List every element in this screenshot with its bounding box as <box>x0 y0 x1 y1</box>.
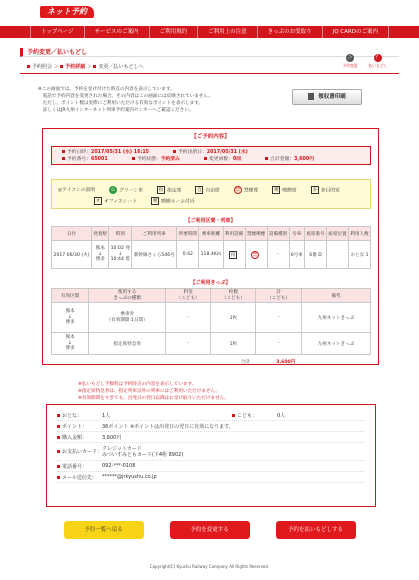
breadcrumb-step2: 予約詳細 <box>65 64 86 70</box>
info-value: 1人 <box>102 412 111 419</box>
bullet-icon <box>57 465 60 468</box>
receipt-print-label: 領収書印刷 <box>318 94 346 100</box>
bullet-icon <box>57 414 60 417</box>
cell-stations: 熊本 ↓ 博多 <box>92 241 109 269</box>
notice-line: ※この画面では、予約を受け付けた時点の内容を表示しています。 <box>38 87 175 92</box>
nav-item-terms[interactable]: ご利用規約 <box>150 26 199 38</box>
cell-count: 1枚 <box>211 303 256 333</box>
cell-subtotal: - <box>256 333 301 355</box>
bullet-icon <box>27 65 30 68</box>
info-label: 電話番号： <box>62 463 88 470</box>
step-icons <box>339 54 389 68</box>
printer-icon <box>308 93 314 100</box>
total-spacer <box>301 355 370 369</box>
legend-item-multipurpose <box>311 186 340 194</box>
col-facility-type: 設備種別 <box>267 227 289 241</box>
cell-distance: 118.4Km <box>199 241 223 269</box>
info-value: 092-***-0108 <box>102 463 136 469</box>
cell-ticket-type: 指定席特急券 <box>89 333 166 355</box>
col-stations: 発着駅 <box>92 227 109 241</box>
col-passengers: 利用人数 <box>348 227 370 241</box>
smoking-room-icon: 喫 <box>152 198 158 204</box>
cell-facility <box>223 241 245 269</box>
note-line: ※有効期間をすぎても、出発日の翌日以降はお受け取りいただけません。 <box>78 396 230 401</box>
col-train: ご利用列車 <box>132 227 177 241</box>
summary-label: 予約日時： <box>67 150 91 155</box>
table-header-row <box>52 289 371 303</box>
table-row <box>52 303 371 333</box>
bullet-icon <box>57 476 60 479</box>
change-reservation-button[interactable]: 予約を変更する <box>170 521 250 539</box>
note-line: ※払いもどし手数料は予約時点の内容を表示しています。 <box>78 382 197 387</box>
customer-info-box <box>46 404 376 507</box>
cell-ticket-type: 乗車券 （有効期間:1日間） <box>89 303 166 333</box>
cell-passengers: おとな 1 <box>348 241 370 269</box>
info-label: こども： <box>237 412 258 419</box>
cell-remarks: 九州ネットきっぷ <box>301 303 370 333</box>
reservation-summary <box>51 146 371 165</box>
footer-copyright: Copyright(C) Kyushu Railway Company All Rights Reserved. <box>149 564 270 569</box>
legend-label: オフィスシート <box>104 199 138 204</box>
no-smoking-icon: 禁 <box>252 252 258 258</box>
bullet-icon <box>132 157 135 160</box>
bullet-icon <box>204 157 207 160</box>
summary-value: 65001 <box>91 157 108 162</box>
table-row <box>52 241 371 269</box>
receipt-print-button[interactable] <box>292 89 362 105</box>
arrow-icon: ＞ <box>346 54 353 61</box>
col-fare: 料金 （こども） <box>166 289 211 303</box>
breadcrumb-step1: 予約照会 <box>32 64 53 70</box>
col-seat-position: 座席位置 <box>327 227 349 241</box>
bullet-icon <box>57 450 60 453</box>
summary-row <box>62 149 360 156</box>
legend-item-smoking <box>272 186 296 194</box>
summary-item <box>265 156 314 163</box>
legend-item-smokingroom <box>151 197 195 205</box>
legend-item-reserved <box>157 186 181 194</box>
bullet-icon <box>93 65 96 68</box>
step-change-label: 予約変更 <box>342 63 358 68</box>
nav-item-jqcard[interactable]: JQ CARDのご案内 <box>323 26 389 38</box>
question-icon: ？ <box>374 54 381 61</box>
ticket-table <box>51 288 371 369</box>
bullet-icon <box>232 414 235 417</box>
summary-label: 予約状態： <box>136 157 161 162</box>
info-label: お支払いカード： <box>62 449 103 455</box>
cell-train: 新幹線さくら546号 <box>132 241 177 269</box>
notice-text <box>38 86 213 114</box>
nav-item-pickup[interactable]: きっぷのお受取り <box>258 26 323 38</box>
reservation-detail-box <box>42 128 379 365</box>
notes <box>78 381 229 402</box>
back-to-list-button[interactable]: 予約一覧へ戻る <box>64 521 144 539</box>
col-facility: 利用設備 <box>223 227 245 241</box>
legend-row <box>58 195 364 206</box>
table-header-row <box>52 227 371 241</box>
summary-item <box>62 149 149 156</box>
legend-label: 多目的室 <box>320 188 340 193</box>
icon-legend <box>51 179 371 209</box>
legend-label: 喫煙席 <box>282 188 297 193</box>
cell-fare: - <box>166 333 211 355</box>
bullet-icon <box>60 65 63 68</box>
info-label: おとな： <box>62 412 83 419</box>
cell-valid-section: 熊本 ↓ 博多 <box>52 333 89 355</box>
summary-value: 2017/05/31 (水) 16:15 <box>91 150 149 155</box>
table-row <box>52 333 371 355</box>
info-row-amount <box>57 432 365 443</box>
legend-label: 指定席 <box>167 188 182 193</box>
bullet-icon <box>57 425 60 428</box>
summary-value: 0回 <box>232 157 242 162</box>
step-change <box>339 54 361 68</box>
smoking-icon: 喫 <box>274 187 279 193</box>
col-valid-section: 有効区間 <box>52 289 89 303</box>
info-label: 購入金額： <box>62 434 88 441</box>
info-row-phone <box>57 461 365 472</box>
cell-date: 2017 06/30 (火) <box>52 241 92 269</box>
info-label: メール送信先： <box>62 474 97 481</box>
info-value: ******@jrkyushu.co.jp <box>102 474 157 480</box>
note-line: ※指定席特急券は、指定列車以外の列車にはご利用いただけません。 <box>78 389 220 394</box>
bullet-icon <box>62 150 65 153</box>
train-section-title: 【ご利用区間・列車】 <box>185 218 236 224</box>
summary-item <box>173 149 248 156</box>
nav-item-caution[interactable]: ご利用上の注意 <box>198 26 258 38</box>
legend-item-nonsmoking <box>234 186 258 194</box>
site-logo[interactable]: ネット予約 <box>40 6 94 18</box>
cell-valid-section: 熊本 ↓ 博多 <box>52 303 89 333</box>
bullet-icon <box>173 150 176 153</box>
bullet-icon <box>265 157 268 160</box>
summary-value: 2017/05/31 (水) <box>206 150 248 155</box>
col-seat: 座席番号 <box>305 227 327 241</box>
summary-item <box>204 156 241 163</box>
col-smoking: 禁煙喫煙 <box>245 227 267 241</box>
summary-label: 予約決済日： <box>178 150 207 155</box>
nav-item-top[interactable]: トップページ <box>30 26 85 38</box>
col-ticket-type: 使用する きっぷの種類 <box>89 289 166 303</box>
summary-label: 変更回数： <box>208 157 233 162</box>
legend-label: 喫煙ルーム付近 <box>161 199 195 204</box>
col-count: 枚数 （こども） <box>211 289 256 303</box>
total-value: 3,600円 <box>276 359 296 365</box>
info-value: 0人 <box>277 412 286 419</box>
train-table <box>51 226 371 269</box>
page-title: 予約変更／払いもどし <box>20 48 399 57</box>
step-refund-label: 払いもどし <box>368 63 388 68</box>
ticket-section-title: 【ご利用きっぷ】 <box>190 280 231 286</box>
multipurpose-room-icon: 多 <box>312 187 317 193</box>
cell-remarks: 九州ネットきっぷ <box>301 333 370 355</box>
cell-seat: 6番 D <box>305 241 327 269</box>
total-label: 合計 <box>240 359 250 365</box>
nav-item-service[interactable]: サービスのご案内 <box>85 26 150 38</box>
detail-title: 【ご予約内容】 <box>191 134 230 140</box>
info-row-email <box>57 472 365 483</box>
main-nav <box>0 26 419 38</box>
info-row-points <box>57 421 365 432</box>
bullet-icon <box>62 157 65 160</box>
cell-facility-type: - <box>267 241 289 269</box>
cell-subtotal: - <box>256 303 301 333</box>
legend-label: 自由席 <box>205 188 220 193</box>
summary-item <box>62 156 108 163</box>
action-buttons <box>0 521 419 539</box>
info-value: クレジットカード みついすみともカード(下4桁 8902) <box>102 445 184 458</box>
cell-fare: - <box>166 303 211 333</box>
col-distance: 乗車距離 <box>199 227 223 241</box>
free-seat-icon: 自 <box>197 187 202 193</box>
summary-value: 予約済み <box>160 157 180 162</box>
breadcrumb-sep: ＞ <box>53 64 59 70</box>
notice-line: 電話で予約内容を変更された場合、その内容はこの画面には反映されていません。 <box>38 94 213 99</box>
bullet-icon <box>57 436 60 439</box>
summary-item <box>132 156 180 163</box>
col-subtotal: 計 （こども） <box>256 289 301 303</box>
col-date: 日付 <box>52 227 92 241</box>
summary-value: 3,600円 <box>294 157 315 162</box>
info-label: ポイント： <box>62 423 88 430</box>
no-smoking-icon: 禁 <box>235 187 241 193</box>
divider <box>20 73 399 74</box>
legend-row <box>58 184 364 195</box>
refund-reservation-button[interactable]: 予約を払いもどしする <box>276 521 356 539</box>
cell-time: 10:02 発 ↓ 10:44 着 <box>109 241 132 269</box>
breadcrumb-step3: 変更／払いもどしへ <box>98 64 144 70</box>
summary-label: 予約番号： <box>67 157 91 162</box>
col-duration: 所要時間 <box>177 227 199 241</box>
notice-line: 詳しくはJR九州インターネット列車予約案内センターへご確認ください。 <box>38 108 194 113</box>
total-row <box>52 355 371 369</box>
breadcrumb-sep: ＞ <box>86 64 92 70</box>
legend-item-free <box>195 186 219 194</box>
cell-duration: 0:42 <box>177 241 199 269</box>
reserved-seat-icon: 指 <box>230 252 236 258</box>
notice-line: ただし、ポイント数は実際にご利用いただける有効なポイントを表示します。 <box>38 101 204 106</box>
info-value: 3,600円 <box>102 434 122 441</box>
info-row-passengers <box>57 410 365 421</box>
legend-item-office <box>94 197 137 205</box>
legend-label: 禁煙席 <box>243 188 259 193</box>
cell-seat-position <box>327 241 349 269</box>
green-car-icon: G <box>109 186 117 194</box>
total-spacer <box>52 355 211 369</box>
cell-count: 1枚 <box>211 333 256 355</box>
col-time: 時刻 <box>109 227 132 241</box>
step-refund <box>367 54 389 68</box>
legend-item-green <box>109 186 143 194</box>
col-car: 号車 <box>289 227 305 241</box>
col-remarks: 備考 <box>301 289 370 303</box>
legend-title: ◎アイコンの説明 <box>58 188 96 193</box>
summary-row <box>62 156 360 163</box>
cell-car: 6号車 <box>289 241 305 269</box>
breadcrumb <box>27 63 143 70</box>
cell-smoking <box>245 241 267 269</box>
reserved-seat-icon: 指 <box>158 187 164 193</box>
info-row-card <box>57 443 365 461</box>
info-value: 36ポイント ※ポイントは出発日の翌日に有効になります。 <box>102 423 234 430</box>
legend-label: グリーン車 <box>119 188 144 193</box>
summary-label: 合計金額： <box>270 157 295 162</box>
office-seat-icon: オ <box>95 198 101 204</box>
